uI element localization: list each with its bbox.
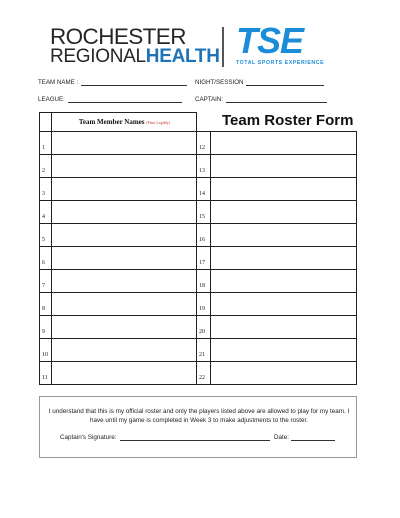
captain-field[interactable]	[195, 96, 327, 103]
grid-right-border	[356, 131, 357, 385]
team-name-line[interactable]	[81, 79, 187, 86]
row-number-left: 7	[42, 283, 45, 289]
member-name-cell[interactable]	[211, 155, 355, 176]
tse-wordmark: TSE	[236, 20, 304, 61]
row-number-left: 6	[42, 260, 45, 266]
rochester-regional-health-logo	[50, 24, 220, 67]
row-number-right: 15	[199, 214, 205, 220]
grid-row-line	[39, 384, 357, 385]
member-name-cell[interactable]	[211, 224, 355, 245]
captain-label: CAPTAIN:	[195, 96, 224, 103]
night-session-line[interactable]	[246, 79, 324, 86]
signature-line[interactable]	[120, 434, 270, 441]
logo-line-regional-health	[50, 46, 220, 67]
logo-line-rochester: ROCHESTER	[50, 24, 186, 49]
agreement-box	[39, 396, 357, 458]
form-title: Team Roster Form	[222, 112, 354, 129]
date-label: Date:	[274, 434, 290, 441]
member-name-cell[interactable]	[211, 293, 355, 314]
member-name-cell[interactable]	[52, 316, 195, 337]
tse-tagline: TOTAL SPORTS EXPERIENCE	[236, 60, 325, 66]
row-number-left: 10	[42, 352, 48, 358]
member-name-cell[interactable]	[52, 155, 195, 176]
member-name-cell[interactable]	[52, 293, 195, 314]
member-name-cell[interactable]	[52, 339, 195, 360]
member-name-cell[interactable]	[211, 178, 355, 199]
member-name-cell[interactable]	[211, 339, 355, 360]
member-name-cell[interactable]	[52, 201, 195, 222]
night-session-label: NIGHT/SESSION	[195, 79, 244, 86]
member-name-cell[interactable]	[211, 362, 355, 383]
row-number-right: 14	[199, 191, 205, 197]
signature-label: Captain's Signature:	[60, 434, 117, 441]
grid-left-border	[39, 112, 40, 385]
night-session-field[interactable]	[195, 79, 324, 86]
member-name-cell[interactable]	[211, 270, 355, 291]
row-number-right: 13	[199, 168, 205, 174]
row-number-right: 21	[199, 352, 205, 358]
member-name-cell[interactable]	[52, 224, 195, 245]
row-number-left: 1	[42, 145, 45, 151]
row-number-right: 18	[199, 283, 205, 289]
league-field[interactable]	[38, 96, 182, 103]
grid-top-border	[39, 112, 196, 113]
row-number-right: 17	[199, 260, 205, 266]
row-number-left: 3	[42, 191, 45, 197]
row-number-left: 11	[42, 375, 48, 381]
member-name-cell[interactable]	[211, 132, 355, 153]
row-number-right: 12	[199, 145, 205, 151]
member-name-cell[interactable]	[52, 362, 195, 383]
row-number-left: 2	[42, 168, 45, 174]
captain-line[interactable]	[226, 96, 327, 103]
member-name-cell[interactable]	[211, 201, 355, 222]
agreement-text: I understand that this is my official roster and only the players listed above are allowed to play for my team. I have until my game is completed in Week 3 to make adjustments to the roster.	[48, 408, 350, 424]
grid-middle-divider	[196, 112, 197, 385]
row-number-left: 4	[42, 214, 45, 220]
row-number-left: 5	[42, 237, 45, 243]
member-name-cell[interactable]	[52, 178, 195, 199]
row-number-right: 19	[199, 306, 205, 312]
member-name-cell[interactable]	[52, 132, 195, 153]
team-name-field[interactable]	[38, 79, 187, 86]
member-name-cell[interactable]	[52, 270, 195, 291]
signature-field[interactable]	[60, 434, 270, 441]
date-line[interactable]	[291, 434, 335, 441]
member-name-cell[interactable]	[211, 247, 355, 268]
row-number-right: 16	[199, 237, 205, 243]
member-name-cell[interactable]	[52, 247, 195, 268]
team-name-label: TEAM NAME :	[38, 79, 79, 86]
row-number-left: 8	[42, 306, 45, 312]
league-line[interactable]	[68, 96, 182, 103]
logo-divider	[222, 27, 224, 67]
tse-logo	[236, 20, 328, 66]
row-number-right: 22	[199, 375, 205, 381]
row-number-right: 20	[199, 329, 205, 335]
date-field[interactable]	[274, 434, 335, 441]
logo-regional: REGIONAL	[50, 46, 146, 67]
member-name-cell[interactable]	[211, 316, 355, 337]
logo-health: HEALTH	[145, 46, 220, 67]
league-label: LEAGUE:	[38, 96, 65, 103]
column-header	[52, 118, 197, 126]
column-header-note: (Print Legibly)	[146, 120, 171, 125]
row-number-left: 9	[42, 329, 45, 335]
column-header-label: Team Member Names	[78, 118, 145, 126]
